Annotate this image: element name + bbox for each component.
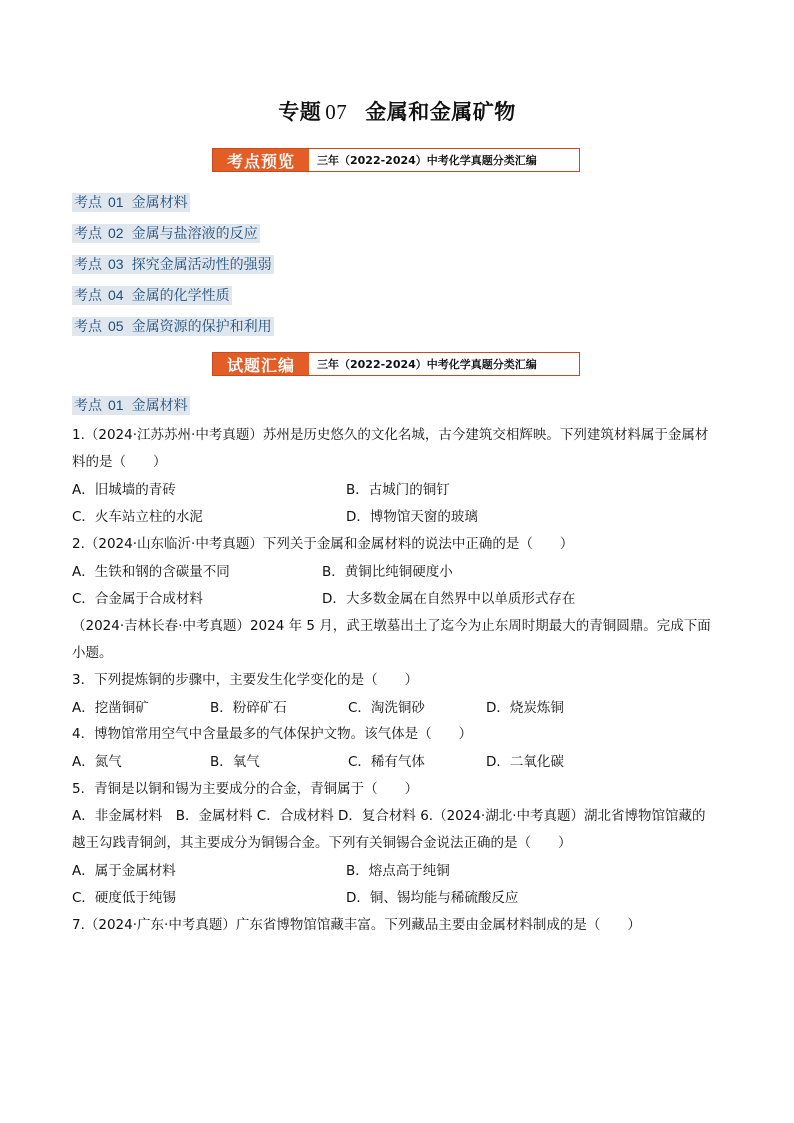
q1-stem-line1: 1.（2024·江苏苏州·中考真题）苏州是历史悠久的文化名城，古今建筑交相辉映。下列建筑材料属于金属材: [72, 427, 709, 443]
title-prefix: 专题: [278, 100, 322, 124]
overview-item[interactable]: [72, 317, 274, 336]
overview-item-code: 01: [108, 194, 124, 210]
intro-line2: 小题。: [72, 645, 113, 661]
overview-item-label: 考点: [74, 319, 102, 335]
q5-options-q6-stem: A．非金属材料 B．金属材料 C．合成材料 D．复合材料 6.（2024·湖北·中考真题）湖北省博物馆馆藏的: [72, 808, 706, 824]
title-text: 金属和金属矿物: [365, 100, 516, 124]
q6-option-c[interactable]: C．硬度低于纯锡: [72, 890, 176, 906]
section-heading-code: 01: [108, 397, 124, 413]
section-heading-text: 金属材料: [131, 398, 188, 414]
q2-option-c[interactable]: C．合金属于合成材料: [72, 591, 203, 607]
overview-banner-desc: 三年（2022-2024）中考化学真题分类汇编: [317, 154, 537, 167]
q3-stem: 3．下列提炼铜的步骤中，主要发生化学变化的是（ ）: [72, 672, 419, 688]
overview-item-text: 金属的化学性质: [131, 288, 230, 304]
q5-stem: 5．青铜是以铜和锡为主要成分的合金，青铜属于（ ）: [72, 781, 419, 797]
q2-option-b[interactable]: B．黄铜比纯铜硬度小: [322, 564, 453, 580]
q2-option-d[interactable]: D．大多数金属在自然界中以单质形式存在: [322, 591, 576, 607]
q4-option-d[interactable]: D．二氧化碳: [486, 754, 564, 770]
q4-option-b[interactable]: B．氧气: [210, 754, 260, 770]
overview-banner-tag: 考点预览: [213, 149, 309, 171]
q1-stem-line2: 料的是（ ）: [72, 454, 167, 470]
q1-option-a[interactable]: A．旧城墙的青砖: [72, 482, 176, 498]
overview-item-text: 金属材料: [131, 195, 188, 211]
overview-item[interactable]: [72, 286, 232, 305]
overview-item-code: 03: [108, 256, 124, 272]
page-title: [0, 96, 794, 126]
questions-banner-tag: 试题汇编: [213, 353, 309, 375]
q2-stem: 2.（2024·山东临沂·中考真题）下列关于金属和金属材料的说法中正确的是（ ）: [72, 536, 574, 552]
questions-banner-desc: 三年（2022-2024）中考化学真题分类汇编: [317, 358, 537, 371]
section-heading-label: 考点: [74, 398, 102, 414]
title-number: 07: [325, 100, 348, 124]
q6-option-b[interactable]: B．熔点高于纯铜: [346, 863, 450, 879]
overview-banner: [212, 148, 580, 172]
overview-item-label: 考点: [74, 195, 102, 211]
q1-option-d[interactable]: D．博物馆天窗的玻璃: [346, 509, 478, 525]
overview-item-code: 04: [108, 287, 124, 303]
overview-item-text: 金属资源的保护和利用: [131, 319, 272, 335]
q4-stem: 4．博物馆常用空气中含量最多的气体保护文物。该气体是（ ）: [72, 726, 473, 742]
q6-option-a[interactable]: A．属于金属材料: [72, 863, 176, 879]
q3-option-a[interactable]: A．挖凿铜矿: [72, 700, 149, 716]
q3-option-c[interactable]: C．淘洗铜砂: [348, 700, 425, 716]
overview-item-label: 考点: [74, 288, 102, 304]
q4-option-c[interactable]: C．稀有气体: [348, 754, 425, 770]
overview-item-label: 考点: [74, 226, 102, 242]
q6-stem-line2: 越王勾践青铜剑，其主要成分为铜锡合金。下列有关铜锡合金说法正确的是（ ）: [72, 835, 572, 851]
q6-option-d[interactable]: D．铜、锡均能与稀硫酸反应: [346, 890, 519, 906]
overview-item-code: 05: [108, 318, 124, 334]
q1-option-c[interactable]: C．火车站立柱的水泥: [72, 509, 203, 525]
section-heading: [72, 396, 190, 415]
overview-item[interactable]: [72, 193, 190, 212]
q3-option-d[interactable]: D．烧炭炼铜: [486, 700, 564, 716]
overview-item-text: 金属与盐溶液的反应: [131, 226, 258, 242]
questions-banner: [212, 352, 580, 376]
q4-option-a[interactable]: A．氮气: [72, 754, 122, 770]
overview-item-text: 探究金属活动性的强弱: [131, 257, 272, 273]
intro-line1: （2024·吉林长春·中考真题）2024 年 5 月，武王墩墓出土了迄今为止东周时期最大的青铜圆鼎。完成下面: [72, 618, 711, 634]
q1-option-b[interactable]: B．古城门的铜钉: [346, 482, 450, 498]
overview-item[interactable]: [72, 255, 274, 274]
q3-option-b[interactable]: B．粉碎矿石: [210, 700, 287, 716]
overview-item-code: 02: [108, 225, 124, 241]
overview-item-label: 考点: [74, 257, 102, 273]
q7-stem: 7.（2024·广东·中考真题）广东省博物馆馆藏丰富。下列藏品主要由金属材料制成的是（ ）: [72, 917, 641, 933]
q2-option-a[interactable]: A．生铁和钢的含碳量不同: [72, 564, 230, 580]
overview-item[interactable]: [72, 224, 260, 243]
